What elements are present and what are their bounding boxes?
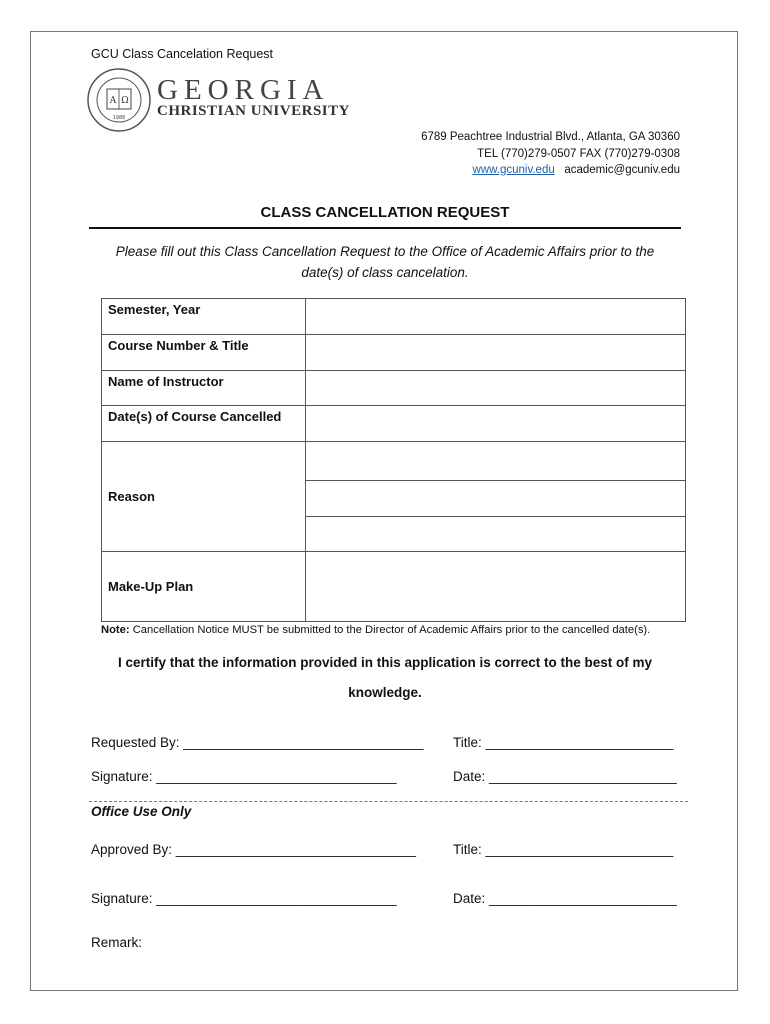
course-input[interactable] <box>306 335 686 371</box>
svg-text:1986: 1986 <box>112 115 126 121</box>
logo-wordmark-christian-university: CHRISTIAN UNIVERSITY <box>157 103 350 119</box>
reason-input-1[interactable] <box>306 442 686 481</box>
contact-line <box>472 164 680 176</box>
form-title: CLASS CANCELLATION REQUEST <box>260 204 510 221</box>
website-link[interactable]: www.gcuniv.edu <box>472 164 555 176</box>
certify-line-1: I certify that the information provided in this application is correct to the best of my <box>117 655 653 670</box>
reason-label: Reason <box>102 442 306 552</box>
title-divider <box>89 227 681 229</box>
dates-cancelled-label: Date(s) of Course Cancelled <box>102 406 306 442</box>
note-text <box>101 624 650 636</box>
reason-input-2[interactable] <box>306 481 686 517</box>
address-line: 6789 Peachtree Industrial Blvd., Atlanta, GA 30360 <box>421 131 680 143</box>
logo-wordmark-georgia: GEORGIA <box>157 74 330 106</box>
approved-by-field[interactable]: Approved By: ________________________________ <box>91 842 417 857</box>
university-seal-icon <box>86 67 152 133</box>
instructor-label: Name of Instructor <box>102 371 306 406</box>
semester-input[interactable] <box>306 299 686 335</box>
document-title: GCU Class Cancelation Request <box>91 47 274 61</box>
course-label: Course Number & Title <box>102 335 306 371</box>
instruction-line-1: Please fill out this Class Cancellation Request to the Office of Academic Affairs prior to the <box>115 244 655 259</box>
note-label: Note: <box>101 624 130 636</box>
date-field-2[interactable]: Date: _________________________ <box>453 891 677 906</box>
email-address: academic@gcuniv.edu <box>564 164 680 176</box>
svg-text:Ω: Ω <box>121 96 129 106</box>
reason-input-3[interactable] <box>306 517 686 552</box>
note-body: Cancellation Notice MUST be submitted to the Director of Academic Affairs prior to the cancelled date(s). <box>129 624 651 636</box>
makeup-plan-label: Make-Up Plan <box>102 552 306 622</box>
phone-fax-line: TEL (770)279-0507 FAX (770)279-0308 <box>477 148 680 160</box>
title-field-2[interactable]: Title: _________________________ <box>453 842 674 857</box>
remark-field[interactable]: Remark: <box>91 935 143 950</box>
title-field-1[interactable]: Title: _________________________ <box>453 735 674 750</box>
office-use-divider <box>89 801 688 802</box>
makeup-plan-input[interactable] <box>306 552 686 622</box>
svg-text:A: A <box>109 96 117 106</box>
instructor-input[interactable] <box>306 371 686 406</box>
office-use-heading: Office Use Only <box>91 804 192 819</box>
dates-cancelled-input[interactable] <box>306 406 686 442</box>
certify-line-2: knowledge. <box>348 685 422 700</box>
date-field-1[interactable]: Date: _________________________ <box>453 769 677 784</box>
requested-by-field[interactable]: Requested By: ________________________________ <box>91 735 424 750</box>
instruction-line-2: date(s) of class cancelation. <box>301 265 469 280</box>
signature-field-1[interactable]: Signature: ________________________________ <box>91 769 397 784</box>
signature-field-2[interactable]: Signature: ________________________________ <box>91 891 397 906</box>
semester-label: Semester, Year <box>102 299 306 335</box>
request-form-table <box>101 298 686 622</box>
